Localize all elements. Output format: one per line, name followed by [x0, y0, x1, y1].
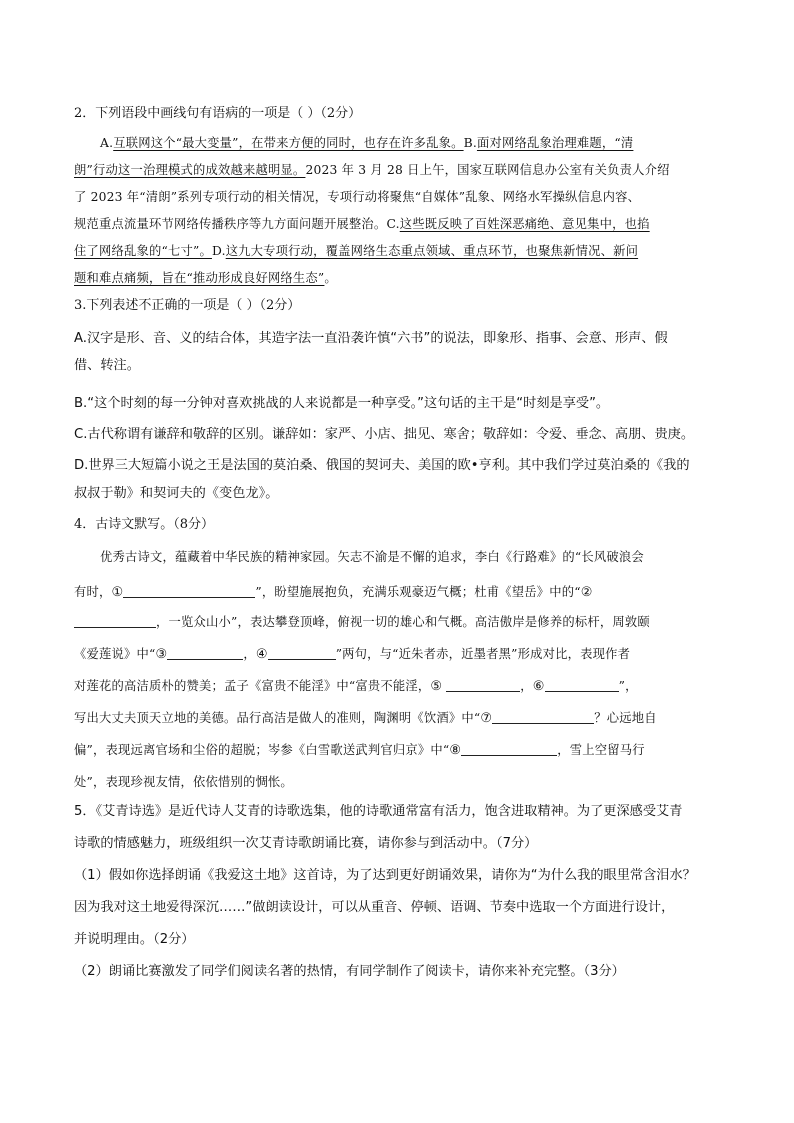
q2-line-4: 规范重点流量环节网络传播秩序等九方面问题开展整治。C.这些既反映了百姓深恶痛绝、意见集中，也掐 — [74, 217, 650, 231]
option-d-label: D. — [211, 244, 226, 258]
underlined-sentence-d: 这九大专项行动，覆盖网络生态重点领域、重点环节，也聚焦新情况、新问 — [225, 244, 639, 258]
underlined-sentence-c: 这些既反映了百姓深恶痛绝、意见集中，也掐 — [399, 217, 650, 231]
blank-4[interactable] — [268, 645, 336, 660]
blank-3[interactable] — [167, 645, 243, 660]
q5-sub2: （2）朗诵比赛激发了同学们阅读名著的热情，有同学制作了阅读卡，请你来补充完整。（3分） — [74, 964, 625, 979]
blank-5[interactable] — [446, 677, 520, 692]
q4-stem: 4．古诗文默写。（8分） — [74, 517, 215, 532]
q4-line-1: 优秀古诗文，蕴藏着中华民族的精神家园。矢志不渝是不懈的追求，李白《行路难》的“长风破浪会 — [100, 550, 644, 564]
q2-line-5 — [74, 241, 724, 261]
q3-stem: 3.下列表述不正确的一项是（ ）（2分） — [74, 298, 301, 313]
q3-option-d-cont: 叔叔于勒》和契诃夫的《变色龙》。 — [74, 486, 279, 501]
blank-7[interactable] — [492, 709, 594, 724]
blank-1[interactable] — [123, 583, 255, 598]
q2-line-6: 题和难点痛频，旨在“推动形成良好网络生态”。 — [74, 271, 337, 285]
q2-line-2: 朗”行动这一治理模式的成效越来越明显。2023 年 3 月 28 日上午，国家互联网信息办公室有关负责人介绍 — [74, 163, 670, 177]
q4-line-8: 处”，表现珍视友情，依依惜别的惆怅。 — [74, 775, 293, 789]
blank-8[interactable] — [461, 741, 557, 756]
q4-line-3: ，一览众山小”，表达攀登顶峰，俯视一切的雄心和气概。高洁傲岸是修养的标杆，周敦颐 — [74, 612, 724, 632]
q3-option-b: B.“这个时刻的每一分钟对喜欢挑战的人来说都是一种享受。”这句话的主干是“时刻是享受”。 — [74, 396, 610, 411]
q3-option-a-cont: 借、转注。 — [74, 358, 140, 373]
q4-line-2: 有时，① ”，盼望施展抱负，充满乐观豪迈气概；杜甫《望岳》中的“② — [74, 585, 593, 600]
q4-line-5: 对莲花的高洁质朴的赞美；孟子《富贵不能淫》中“富贵不能淫，⑤ ，⑥ ”， — [74, 679, 638, 694]
q5-sub1-line-2: 因为我对这土地爱得深沉……”做朗读设计，可以从重音、停顿、语调、节奏中选取一个方面进行设计， — [74, 900, 675, 915]
q5-line-1: 5．《艾青诗选》是近代诗人艾青的诗歌选集，他的诗歌通常富有活力，饱含进取精神。为了更深感受艾青 — [74, 804, 683, 819]
q5-line-2: 诗歌的情感魅力，班级组织一次艾青诗歌朗诵比赛，请你参与到活动中。（7分） — [74, 836, 538, 851]
option-c-label: C. — [386, 217, 400, 231]
q2-stem: 2．下列语段中画线句有语病的一项是（ ）（2分） — [74, 106, 362, 121]
blank-6[interactable] — [545, 677, 619, 692]
underlined-sentence-b-cont: 朗”行动这一治理模式的成效越来越明显。 — [74, 163, 306, 177]
q3-option-a: A.汉字是形、音、义的结合体，其造字法一直沿袭许慎“六书”的说法，即象形、指事、会意、形声、假 — [74, 331, 668, 346]
q3-option-d: D.世界三大短篇小说之王是法国的莫泊桑、俄国的契诃夫、美国的欧•亨利。其中我们学过莫泊桑的《我的 — [74, 458, 690, 473]
q5-sub1-line-1: （1）假如你选择朗诵《我爱这土地》这首诗，为了达到更好朗诵效果，请你为“为什么我的眼里常含泪水？ — [74, 868, 696, 883]
option-b-label: B. — [463, 136, 477, 150]
blank-2[interactable] — [74, 613, 156, 628]
q2-line-1 — [100, 133, 724, 153]
underlined-sentence-b: 面对网络乱象治理难题，“清 — [476, 136, 634, 150]
q4-line-6: 写出大丈夫顶天立地的美德。品行高洁是做人的准则，陶渊明《饮酒》中“⑦ ？心远地自 — [74, 711, 657, 726]
underlined-sentence-d-cont: 题和难点痛频，旨在“推动形成良好网络生态” — [74, 271, 325, 285]
q3-option-c: C.古代称谓有谦辞和敬辞的区别。谦辞如：家严、小店、拙见、寒舍；敬辞如：令爱、垂念、高朋、贵庚。 — [74, 427, 695, 442]
q4-line-4: 《爱莲说》中“③ ，④ ”两句，与“近朱者赤，近墨者黑”形成对比，表现作者 — [74, 647, 631, 662]
option-a-label: A. — [100, 136, 114, 150]
q2-line-3: 了 2023 年“清朗”系列专项行动的相关情况，专项行动将聚焦“自媒体”乱象、网络水军操纵信息内容、 — [74, 190, 641, 204]
underlined-sentence-a: 互联网这个“最大变量”，在带来方便的同时，也存在许多乱象。 — [113, 136, 464, 150]
underlined-sentence-c-cont: 住了网络乱象的“七寸”。 — [74, 244, 212, 258]
q5-sub1-line-3: 并说明理由。（2分） — [74, 932, 195, 947]
q4-line-7: 偏”，表现远离官场和尘俗的超脱；岑参《白雪歌送武判官归京》中“⑧ ，雪上空留马行 — [74, 743, 645, 758]
